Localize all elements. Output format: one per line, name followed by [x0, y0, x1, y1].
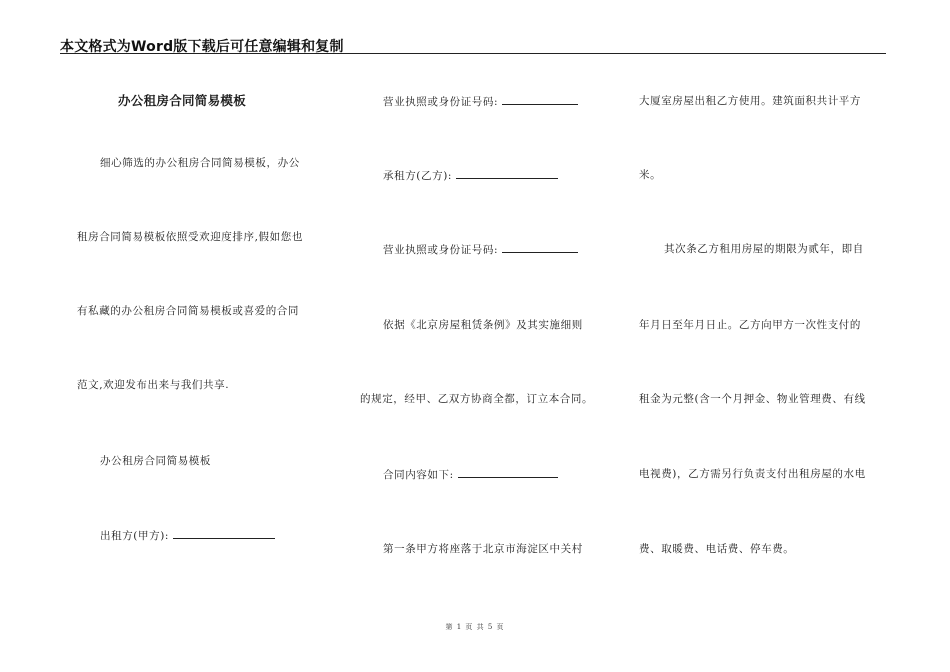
contract-subtitle: 办公租房合同简易模板	[100, 455, 211, 467]
basis-line-1: 依据《北京房屋租赁条例》及其实施细则	[383, 319, 583, 331]
license-label-2: 营业执照或身份证号码:	[383, 244, 499, 256]
license-blank-2	[502, 242, 578, 253]
col3-line-3: 其次条乙方租用房屋的期限为贰年，即自	[664, 243, 864, 255]
lessee-blank	[456, 168, 558, 179]
lessor-label: 出租方(甲方):	[100, 530, 170, 542]
lessor-line	[100, 528, 275, 543]
license-blank-1	[502, 94, 578, 105]
col3-line-5: 租金为元整(含一个月押金、物业管理费、有线	[639, 393, 866, 405]
document-header-title: 本文格式为Word版下载后可任意编辑和复制	[60, 39, 344, 55]
contents-blank	[458, 467, 558, 478]
intro-line-4: 范文,欢迎发布出来与我们共享.	[77, 379, 230, 391]
col3-line-1: 大厦室房屋出租乙方使用。建筑面积共计平方	[639, 95, 861, 107]
col3-line-4: 年月日至年月日止。乙方向甲方一次性支付的	[639, 319, 861, 331]
col3-line-2: 米。	[639, 169, 662, 181]
page-indicator: 第 1 页 共 5 页	[445, 623, 505, 631]
license-line-1	[383, 94, 578, 109]
intro-line-3: 有私藏的办公租房合同简易模板或喜爱的合同	[77, 305, 299, 317]
contents-label: 合同内容如下:	[383, 469, 454, 481]
header-divider	[60, 53, 886, 54]
intro-line-2: 租房合同简易模板依照受欢迎度排序,假如您也	[77, 231, 303, 243]
contents-line	[383, 467, 558, 482]
license-label-1: 营业执照或身份证号码:	[383, 96, 499, 108]
basis-line-2: 的规定，经甲、乙双方协商全都，订立本合同。	[360, 393, 594, 405]
col3-line-6: 电视费)，乙方需另行负责支付出租房屋的水电	[639, 468, 866, 480]
lessor-blank	[173, 528, 275, 539]
license-line-2	[383, 242, 578, 257]
col3-line-7: 费、取暖费、电话费、停车费。	[639, 543, 795, 555]
lessee-line	[383, 168, 558, 183]
lessee-label: 承租方(乙方):	[383, 170, 453, 182]
document-title: 办公租房合同简易模板	[118, 93, 247, 108]
article1-line: 第一条甲方将座落于北京市海淀区中关村	[383, 543, 583, 555]
intro-line-1: 细心筛选的办公租房合同简易模板，办公	[100, 157, 300, 169]
